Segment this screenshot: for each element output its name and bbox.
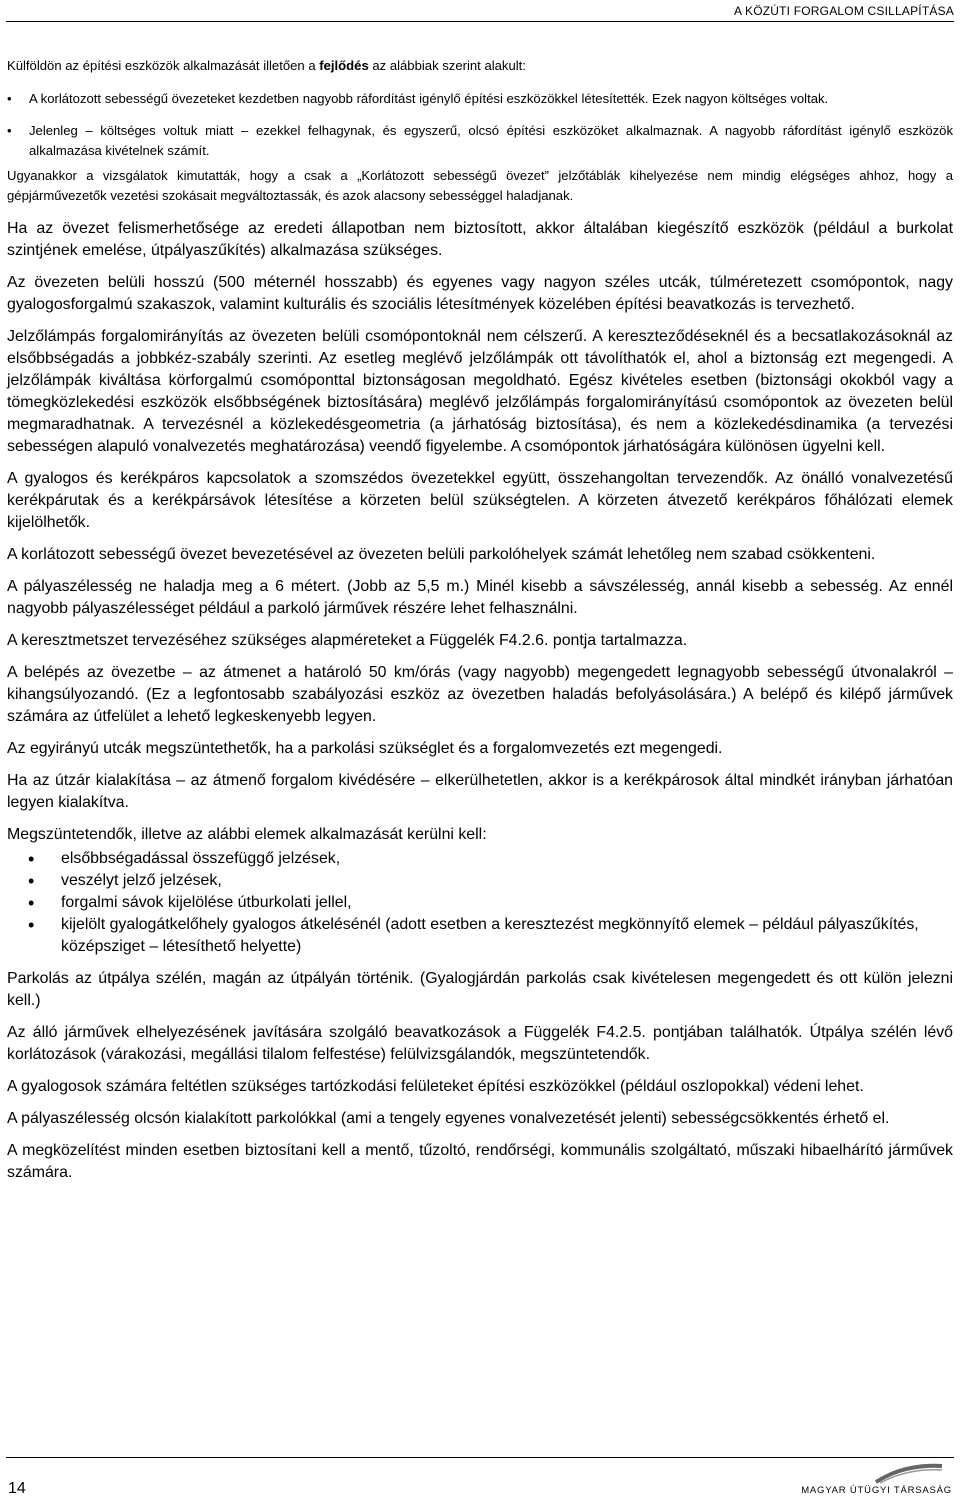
body-paragraph: A pályaszélesség ne haladja meg a 6 métert. (Jobb az 5,5 m.) Minél kisebb a sávszélesség, annál kisebb a sebesség. Az ennél nagyobb pályaszélességet például a parkoló járművek részére lehet felhasználni. bbox=[7, 578, 953, 617]
body-paragraph: A pályaszélesség olcsón kialakított parkolókkal (ami a tengely egyenes vonalvezetését jelenti) sebességcsökkentés érhető el. bbox=[7, 1110, 890, 1127]
list-item: • elsőbbségadással összefüggő jelzések, bbox=[7, 848, 953, 870]
header-divider bbox=[6, 21, 954, 22]
list-item: • kijelölt gyalogátkelőhely gyalogos átkelésénél (adott esetben a keresztezést megkönnyítő elemek – például pályaszűkítés, középsziget – létesíthető helyette) bbox=[7, 914, 953, 958]
page-number: 14 bbox=[8, 1480, 26, 1497]
running-header: A KÖZÚTI FORGALOM CSILLAPÍTÁSA bbox=[733, 4, 954, 18]
list-item: • forgalmi sávok kijelölése útburkolati jellel, bbox=[7, 892, 953, 914]
guideline-paragraphs-b bbox=[7, 968, 953, 1184]
research-paragraph: Ugyanakkor a vizsgálatok kimutatták, hogy a csak a „Korlátozott sebességű övezet” jelzőtáblák kihelyezése nem mindig elégséges ahhoz, hogy a gépjárművezetők vezetési szokásait megváltoztassák, és azok alacsony sebességgel haladjanak. bbox=[7, 168, 953, 203]
body-paragraph: A belépés az övezetbe – az átmenet a határoló 50 km/órás (vagy nagyobb) megengedett legnagyobb sebességű útvonalakról – kihangsúlyozandó. (Ez a legfontosabb szabályozási eszköz az övezetben haladás befolyásolására.) A belépő és kilépő járművek számára az útfelület a lehető legkeskenyebb legyen. bbox=[7, 664, 953, 725]
intro-text-post: az alábbiak szerint alakult: bbox=[368, 58, 526, 73]
avoid-elements-list bbox=[7, 848, 953, 958]
guideline-paragraphs-a bbox=[7, 218, 953, 846]
body-paragraph: A gyalogos és kerékpáros kapcsolatok a szomszédos övezetekkel együtt, összehangoltan tervezendők. Az önálló vonalvezetésű kerékpárutak és a kerékpársávok létesítése a körzeten belül szükségtelen. A körzeten átvezető kerékpáros főhálózati elemek kijelölhetők. bbox=[7, 470, 953, 531]
body-paragraph: Az övezeten belüli hosszú (500 méternél hosszabb) és egyenes vagy nagyon széles utcák, túlméretezett csomópontok, nagy gyalogosforgalmú szakaszok, valamint kulturális és szociális létesítmények közelében építési beavatkozás is tervezhető. bbox=[7, 274, 953, 313]
intro-text-bold: fejlődés bbox=[319, 58, 369, 73]
body-paragraph: A megközelítést minden esetben biztosítani kell a mentő, tűzoltó, rendőrségi, kommunális szolgáltató, műszaki hibaelhárító járművek számára. bbox=[7, 1142, 953, 1181]
publisher-logo bbox=[802, 1462, 952, 1496]
body-paragraph: A korlátozott sebességű övezet bevezetésével az övezeten belüli parkolóhelyek számát lehetőleg nem szabad csökkenteni. bbox=[7, 546, 876, 563]
road-swoosh-icon bbox=[874, 1462, 944, 1484]
intro-paragraph bbox=[7, 56, 953, 76]
body-paragraph: Az álló járművek elhelyezésének javítására szolgáló beavatkozások a Függelék F4.2.5. pontjában találhatók. Útpálya szélén lévő korlátozások (várakozási, megállási tilalom felfestése) felülvizsgálandók, megszüntetendők. bbox=[7, 1024, 953, 1063]
body-paragraph: A gyalogosok számára feltétlen szükséges tartózkodási felületeket építési eszközökkel (például oszlopokkal) védeni lehet. bbox=[7, 1078, 864, 1095]
body-paragraph: Ha az útzár kialakítása – az átmenő forgalom kivédésére – elkerülhetetlen, akkor is a kerékpárosok által mindkét irányban járhatóan legyen kialakítva. bbox=[7, 772, 953, 811]
body-paragraph: A keresztmetszet tervezéséhez szükséges alapméreteket a Függelék F4.2.6. pontja tartalmazza. bbox=[7, 632, 688, 649]
bullet-item: • Jelenleg – költséges voltuk miatt – ezekkel felhagynak, és egyszerű, olcsó építési eszközöket alkalmaznak. A nagyobb ráfordítást igénylő eszközök alkalmazása kivételnek számít. bbox=[7, 121, 953, 161]
body-paragraph: Jelzőlámpás forgalomirányítás az övezeten belüli csomópontoknál nem célszerű. A kereszteződéseknél és a becsatlakozásoknál az elsőbbségadás a jobbkéz-szabály szerinti. Az esetleg meglévő jelzőlámpák ott távolíthatók el, ahol a biztonság ezt megengedi. A jelzőlámpák kiváltása körforgalmú csomóponttal biztonságosan megoldható. Egész kivételes esetben (biztonsági okokból vagy a tömegközlekedési eszközök elsőbbségének biztosítására) meglévő jelzőlámpás forgalomirányítású csomópontok az övezeten belül megmaradhatnak. A tervezésnél a közlekedésgeometria (a járhatóság biztosítása), és nem a közlekedésdinamika (a tervezési sebességen alapuló vonalvezetés meghatározása) veendő figyelembe. A csomópontok járhatóságára különösen ügyelni kell. bbox=[7, 328, 953, 455]
intro-text-pre: Külföldön az építési eszközök alkalmazását illetően a bbox=[7, 58, 320, 73]
body-paragraph: Az egyirányú utcák megszüntethetők, ha a parkolási szükséglet és a forgalomvezetés ezt megengedi. bbox=[7, 740, 723, 757]
list-item: • veszélyt jelző jelzések, bbox=[7, 870, 953, 892]
development-bullet-list bbox=[7, 89, 953, 161]
body-paragraph: Ha az övezet felismerhetősége az eredeti állapotban nem biztosított, akkor általában kiegészítő eszközök (például a burkolat szintjének emelése, útpályaszűkítés) alkalmazása szükséges. bbox=[7, 220, 953, 259]
logo-text: MAGYAR ÚTÜGYI TÁRSASÁG bbox=[801, 1485, 952, 1496]
bullet-item: • A korlátozott sebességű övezeteket kezdetben nagyobb ráfordítást igénylő építési eszközökkel létesítették. Ezek nagyon költséges voltak. bbox=[7, 89, 953, 109]
body-paragraph: Megszüntetendők, illetve az alábbi elemek alkalmazását kerülni kell: bbox=[7, 826, 487, 843]
page-body bbox=[7, 56, 953, 1184]
body-paragraph: Parkolás az útpálya szélén, magán az útpályán történik. (Gyalogjárdán parkolás csak kivételesen megengedett és ott külön jelezni kell.) bbox=[7, 970, 953, 1009]
footer-divider bbox=[6, 1457, 954, 1458]
